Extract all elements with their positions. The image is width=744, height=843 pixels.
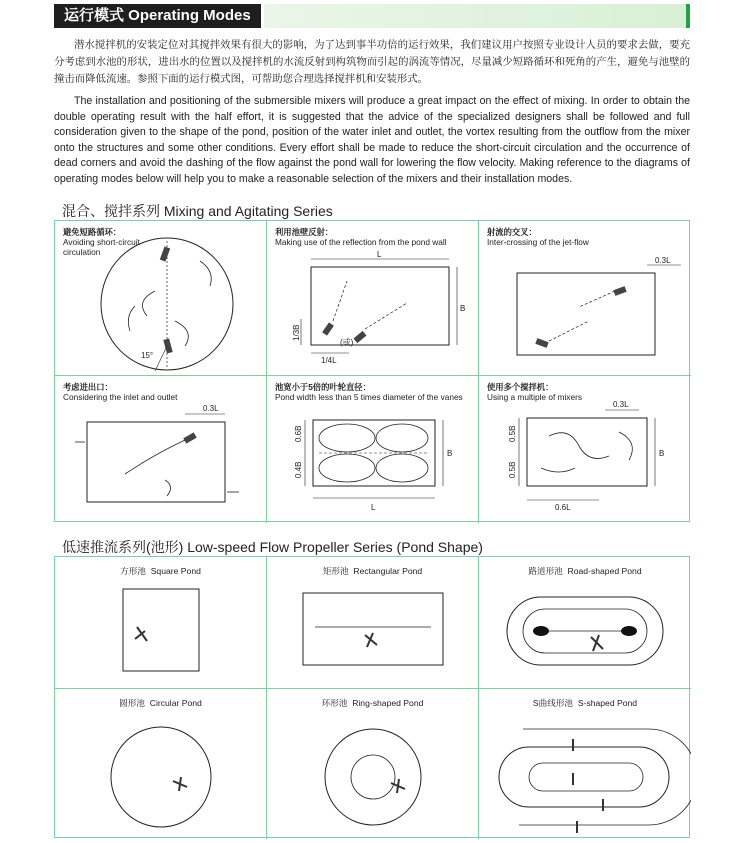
mixing-cell-jet-crossing [479, 221, 691, 376]
svg-text:(或): (或) [340, 338, 354, 347]
cell-caption: 使用多个搅拌机： Using a multiple of mixers [487, 382, 582, 402]
cell-caption: 考虑进出口： Considering the inlet and outlet [63, 382, 178, 402]
svg-text:0.3L: 0.3L [613, 400, 629, 409]
intro-english: The installation and positioning of the submersible mixers will produce a great impact on the effect of mixing. In order to obtain the double operating result with the half effort, it is suggested that the advice of the specialized designers shall be followed and full consideration given to the shape of the pond, position of the water inlet and outlet, the vortex resulting from the outflow from the mixer onto the structures and some other conditions. Every effort shall be made to reduce the short-circuit circulation and the occurrence of dead corners and avoid the dashing of the flow against the pond wall for lowering the flow velocity. Making reference to the diagrams of operating modes below will help you to make a reasonable selection of the mixers and their installation modes. [54, 95, 690, 185]
svg-text:B: B [447, 449, 453, 458]
diagram-ring-pond [267, 689, 479, 839]
mixing-series-title: 混合、搅拌系列 Mixing and Agitating Series [62, 203, 333, 219]
mixing-cell-narrow-pond [267, 376, 479, 523]
svg-text:L: L [371, 503, 376, 512]
propeller-grid [54, 556, 690, 838]
cell-title: 矩形池 Rectangular Pond [322, 566, 423, 576]
mixing-cell-inlet-outlet [55, 376, 267, 523]
svg-text:0.5B: 0.5B [508, 461, 517, 478]
cell-title: 方形池 Square Pond [120, 566, 201, 576]
header-band [264, 4, 690, 28]
svg-text:1/4L: 1/4L [321, 356, 337, 365]
pond-cell-s-shaped [479, 689, 691, 839]
diagram-wall-reflection [267, 221, 479, 376]
diagram-circular-pond [55, 689, 267, 839]
pond-cell-rectangular [267, 557, 479, 689]
mixing-grid [54, 220, 690, 522]
diagram-rectangular-pond [267, 557, 479, 689]
svg-text:0.4B: 0.4B [294, 461, 303, 478]
diagram-s-shaped-pond [479, 689, 691, 839]
propeller-series-title: 低速推流系列(池形) Low-speed Flow Propeller Series (Pond Shape) [62, 539, 483, 555]
cell-title: S曲线形池 S-shaped Pond [532, 698, 638, 708]
mixing-cell-wall-reflection [267, 221, 479, 376]
pond-cell-square [55, 557, 267, 689]
header-accent-bar [686, 4, 690, 28]
diagram-jet-crossing [479, 221, 691, 376]
svg-text:B: B [460, 304, 466, 313]
angle-label: 15° [141, 351, 154, 360]
pond-cell-ring [267, 689, 479, 839]
diagram-inlet-outlet [55, 376, 267, 523]
svg-text:L: L [377, 250, 382, 259]
intro-chinese: 潜水搅拌机的安装定位对其搅拌效果有很大的影响，为了达到事半功倍的运行效果，我们建议用户按照专业设计人员的要求去做，要充分考虑到水池的形状，进出水的位置以及搅拌机的水流反射到构筑物而引起的涡流等情况，尽量减少短路循环和死角的产生，避免与池壁的撞击而降低流速。参照下面的运行模式图，可帮助您合理选择搅拌机和安装形式。 [54, 39, 690, 85]
pond-cell-road [479, 557, 691, 689]
mixing-cell-avoid-short-circuit [55, 221, 267, 376]
mixing-cell-multiple-mixers [479, 376, 691, 523]
pond-cell-circular [55, 689, 267, 839]
svg-text:0.3L: 0.3L [203, 404, 219, 413]
diagram-square-pond [55, 557, 267, 689]
svg-text:1/3B: 1/3B [292, 324, 301, 341]
cell-caption: 射流的交叉： Inter-crossing of the jet-flow [487, 227, 589, 247]
diagram-avoid-short-circuit [55, 221, 267, 376]
cell-caption: 利用池壁反射： Making use of the reflection from the pond wall [275, 227, 447, 247]
diagram-road-pond [479, 557, 691, 689]
svg-text:0.3L: 0.3L [655, 256, 671, 265]
diagram-narrow-pond [267, 376, 479, 523]
cell-title: 路道形池 Road-shaped Pond [528, 566, 642, 576]
cell-caption: 池宽小于5倍的叶轮直径： Pond width less than 5 times diameter of the vanes [275, 382, 463, 402]
cell-title: 圆形池 Circular Pond [119, 698, 202, 708]
svg-text:0.6B: 0.6B [294, 425, 303, 442]
cell-caption: 避免短路循环： Avoiding short-circuit circulation [63, 227, 140, 257]
section-header [54, 4, 690, 28]
diagram-multiple-mixers [479, 376, 691, 523]
svg-text:0.5B: 0.5B [508, 425, 517, 442]
svg-text:0.6L: 0.6L [555, 503, 571, 512]
cell-title: 环形池 Ring-shaped Pond [321, 698, 424, 708]
svg-text:B: B [659, 449, 665, 458]
header-title: 运行模式 Operating Modes [54, 4, 261, 28]
